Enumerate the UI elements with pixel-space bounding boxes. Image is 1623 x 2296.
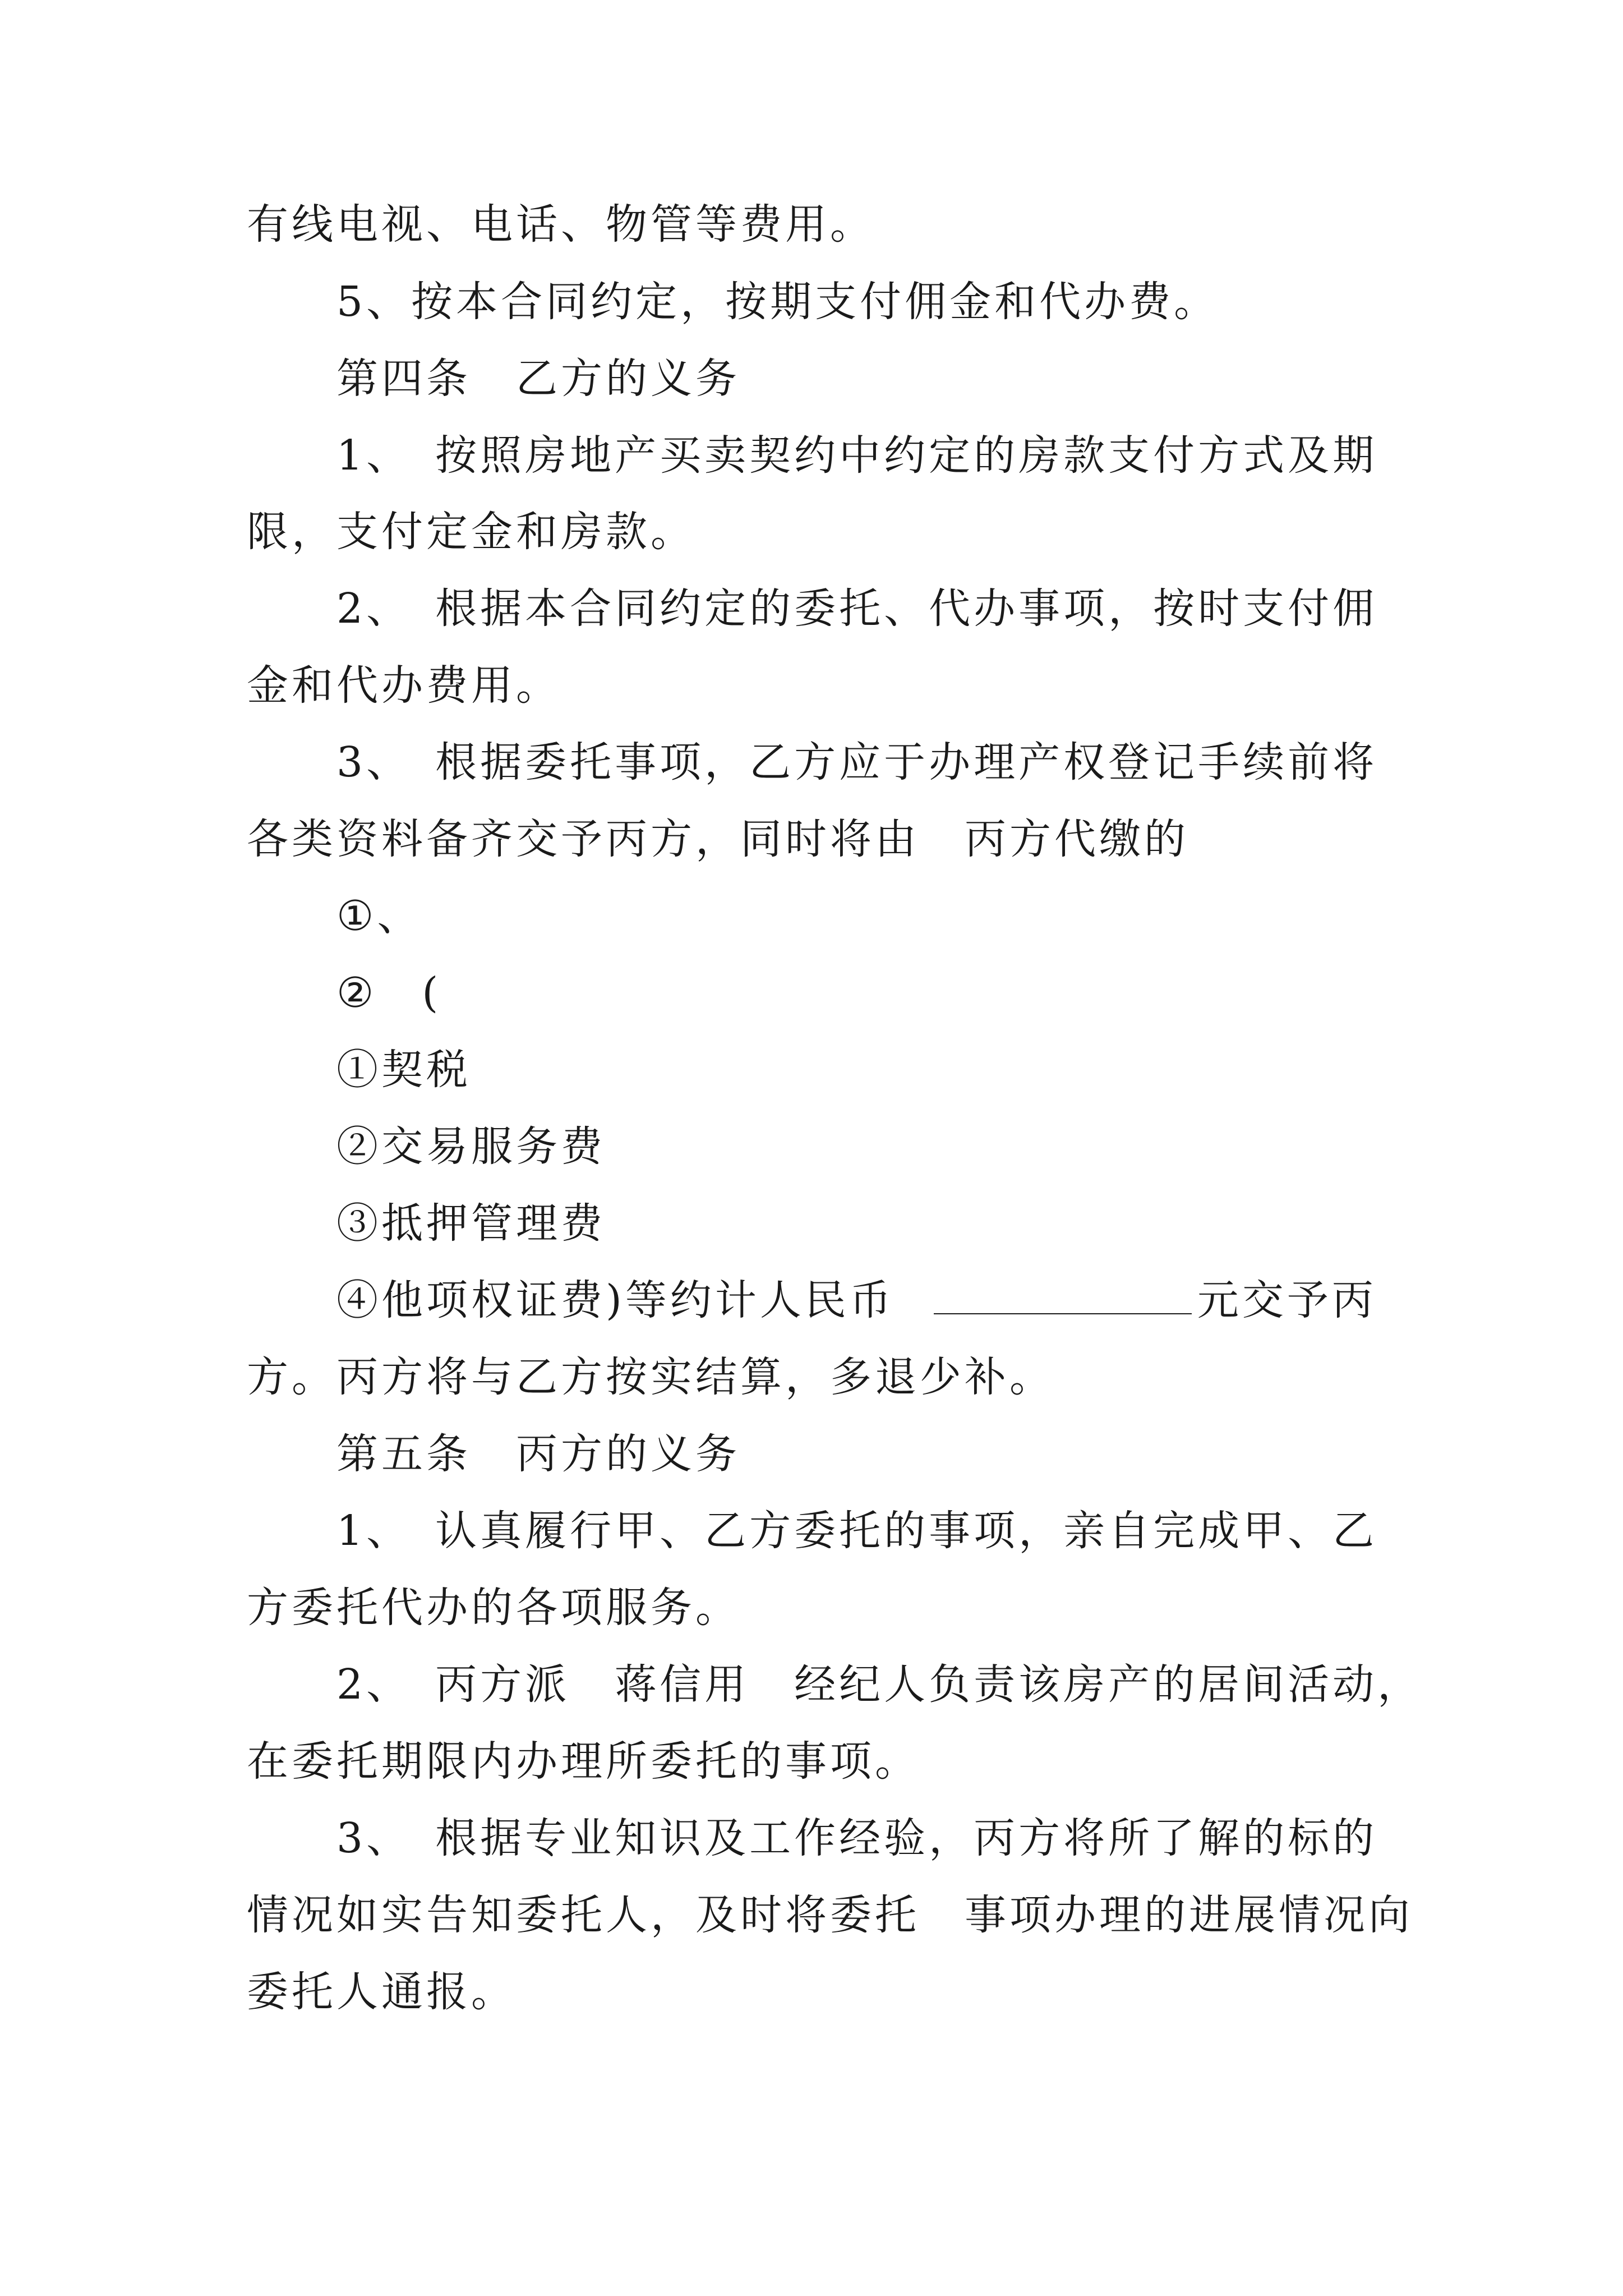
amount-blank: [934, 1274, 1192, 1314]
paragraph-line-23: 情况如实告知委托人，及时将委托 事项办理的进展情况向: [247, 1891, 1413, 1939]
paragraph-line-4: 1、 按照房地产买卖契约中约定的房款支付方式及期: [336, 431, 1378, 480]
paragraph-line-22: 3、 根据专业知识及工作经验，丙方将所了解的标的: [336, 1814, 1378, 1862]
paragraph-line-1: 有线电视、电话、物管等费用。: [247, 200, 875, 249]
paragraph-line-2: 5、按本合同约定，按期支付佣金和代办费。: [336, 278, 1219, 326]
paragraph-line-5: 限，支付定金和房款。: [247, 508, 695, 556]
list-item-mortgage-fee: ③抵押管理费: [336, 1199, 606, 1248]
list-item-service-fee: ②交易服务费: [336, 1122, 606, 1171]
list-item-deed-tax: ①契税: [336, 1046, 471, 1094]
paragraph-line-8: 3、 根据委托事项，乙方应于办理产权登记手续前将: [336, 738, 1378, 786]
paragraph-line-settlement: 方。丙方将与乙方按实结算，多退少补。: [247, 1353, 1054, 1401]
list-item-circle-1: ①、: [336, 892, 422, 940]
section-heading-article-5: 第五条 丙方的义务: [336, 1430, 740, 1478]
paragraph-line-6: 2、 根据本合同约定的委托、代办事项，按时支付佣: [336, 585, 1378, 633]
paragraph-line-18: 1、 认真履行甲、乙方委托的事项，亲自完成甲、乙: [336, 1507, 1378, 1555]
paragraph-line-9: 各类资料备齐交予丙方，同时将由 丙方代缴的: [247, 815, 1189, 863]
paragraph-line-20: 2、 丙方派 蒋信用 经纪人负责该房产的居间活动，: [336, 1660, 1423, 1709]
amount-suffix: 元交予丙: [1197, 1276, 1377, 1324]
paragraph-line-19: 方委托代办的各项服务。: [247, 1584, 740, 1632]
paragraph-line-24: 委托人通报。: [247, 1968, 516, 2016]
paragraph-line-7: 金和代办费用。: [247, 661, 561, 710]
list-item-circle-2: ② (: [336, 969, 442, 1017]
amount-prefix: ④他项权证费)等约计人民币: [336, 1276, 895, 1324]
section-heading-article-4: 第四条 乙方的义务: [336, 355, 740, 403]
paragraph-line-amount: [336, 1272, 1377, 1328]
paragraph-line-21: 在委托期限内办理所委托的事项。: [247, 1737, 920, 1786]
